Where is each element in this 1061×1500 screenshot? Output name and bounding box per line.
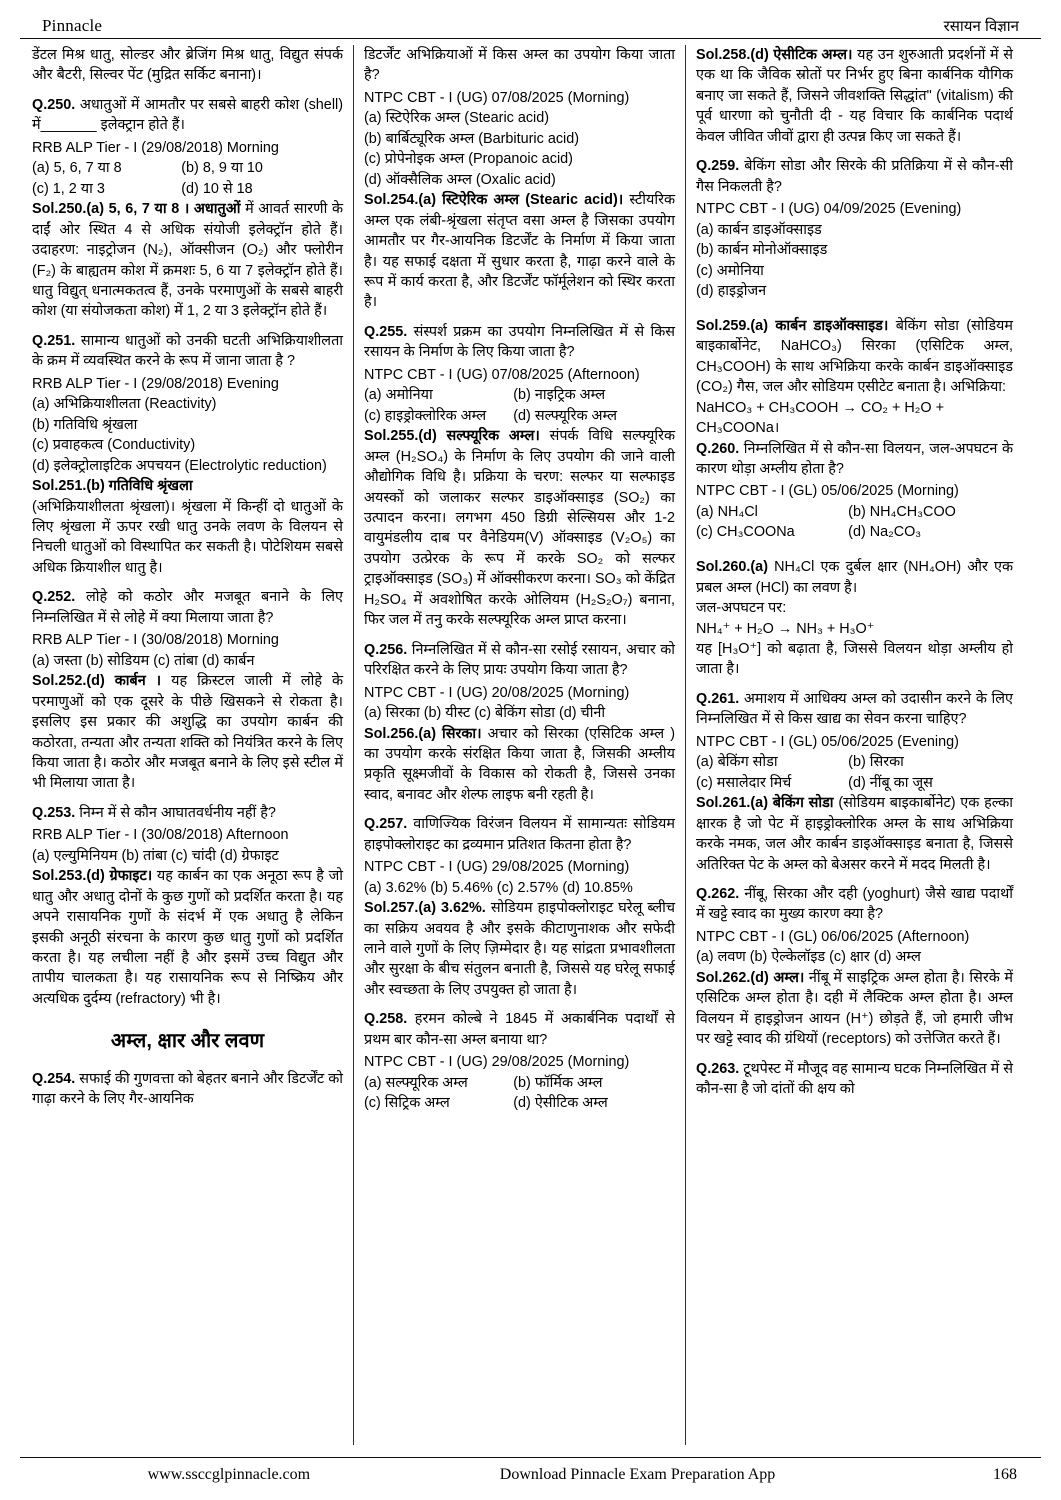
solution-260 — [696, 557, 1013, 598]
question-257-options[interactable]: (a) 3.62% (b) 5.46% (c) 2.57% (d) 10.85% — [364, 879, 633, 896]
question-259 — [696, 156, 1013, 197]
solution-256-text: अचार को सिरका (एसिटिक अम्ल ) का उपयोग करके संरक्षित किया जाता है, जिसकी अम्लीय प्रकृति सूक्ष्मजीवों के विकास को रोकती है, जिससे उनका स्वाद, बनावट और शेल्फ लाइफ बनी रहती है। — [364, 725, 675, 803]
question-250-options-row-2 — [32, 179, 343, 199]
option-a[interactable]: (a) बेकिंग सोडा — [696, 754, 778, 771]
question-256-text: निम्नलिखित में से कौन-सा रसोई रसायन, अचार को परिरक्षित करने के लिए प्रायः उपयोग किया जाता है? — [364, 641, 675, 679]
question-250 — [32, 95, 343, 136]
option-d[interactable]: (d) ऐसीटिक अम्ल — [513, 1095, 608, 1112]
solution-250-text: में आवर्त सारणी के दाईं ओर स्थित 4 से अधिक संयोजी इलेक्ट्रॉन होते हैं। उदाहरण: नाइट्रोजन (N₂), ऑक्सीजन (O₂) और फ्लोरीन (F₂) के बाह्यतम कोश में क्रमशः 5, 6 या 7 इलेक्ट्रॉन होते हैं। धातु विद्युत् धनात्मकतत्व हैं, उनके परमाणुओं के सबसे बाहरी कोश (या संयोजकता कोश) में 1, 2 या 3 इलेक्ट्रॉन होते हैं। — [32, 201, 343, 320]
question-260-options-row-2 — [696, 522, 1013, 542]
question-261-options-row-2 — [696, 773, 1013, 793]
question-260-text: निम्नलिखित में से कौन-सा विलयन, जल-अपघटन के कारण थोड़ा अम्लीय होता है? — [696, 440, 1013, 477]
section-heading: अम्ल, क्षार और लवण — [110, 1030, 265, 1053]
solution-253-text: यह कार्बन का एक अनूठा रूप है जो धातु और अधातु दोनों के कुछ गुणों को प्रदर्शित करता है। यह अपने रासायनिक गुणों के संदर्भ में एक अधातु है लेकिन इसकी अनूठी संरचना के कारण कुछ धातु गुणों को प्रदर्शित करता है। यह लचीला नहीं है और इसमें उच्च विद्युत और तापीय चालकता है। यह रासायनिक रूप से निष्क्रिय और अत्यधिक दुर्दम्य (refractory) भी है। — [32, 868, 343, 1007]
question-261 — [696, 689, 1013, 730]
option-d[interactable]: (d) हाइड्रोजन — [696, 282, 767, 299]
question-256 — [364, 640, 675, 681]
option-d[interactable]: (d) नींबू का जूस — [848, 774, 933, 791]
question-253-options[interactable]: (a) एल्युमिनियम (b) तांबा (c) चांदी (d) ग्रेफाइट — [32, 847, 279, 864]
footer-page-number: 168 — [992, 1466, 1017, 1483]
question-252-label: Q.252. — [32, 589, 76, 606]
solution-262-text: नींबू में साइट्रिक अम्ल होता है। सिरके में एसिटिक अम्ल होता है। दही में लैक्टिक अम्ल होता है। अम्ल विलयन में हाइड्रोजन आयन (H⁺) छोड़ते हैं, जो हमारी जीभ पर खट्टे स्वाद की ग्रंथियों (receptors) को उत्तेजित करते हैं। — [696, 969, 1013, 1048]
question-254-part — [32, 1069, 343, 1110]
question-260-label: Q.260. — [696, 440, 740, 457]
solution-259-label: Sol.259.(a) कार्बन डाइऑक्साइड। — [696, 317, 889, 334]
question-263-text: टूथपेस्ट में मौजूद वह सामान्य घटक निम्नलिखित में से कौन-सा है जो दांतों की क्षय को — [696, 1060, 1014, 1098]
page-footer — [20, 1457, 1041, 1492]
option-a[interactable]: (a) NH₄Cl — [696, 503, 758, 520]
question-257 — [364, 814, 675, 855]
header-brand: Pinnacle — [42, 16, 103, 35]
question-258-label: Q.258. — [364, 1011, 408, 1028]
question-257-source: NTPC CBT - I (UG) 29/08/2025 (Morning) — [364, 859, 630, 876]
question-250-source: RRB ALP Tier - I (29/08/2018) Morning — [32, 139, 279, 156]
solution-252-text: यह क्रिस्टल जाली में लोहे के परमाणुओं को एक दूसरे के पीछे खिसकने से रोकता है। इसलिए इस प्रकार की अशुद्धि का उपयोग कार्बन की कठोरता, तन्यता और तन्यता शक्ति को नियंत्रित करने के लिए किया जाता है। कठोर और मजबूत बनाने के लिए इसे स्टील में भी मिलाया जाता है। — [32, 673, 343, 792]
option-c[interactable]: (c) 1, 2 या 3 — [32, 180, 105, 197]
question-257-label: Q.257. — [364, 816, 408, 833]
option-d[interactable]: (d) इलेक्ट्रोलाइटिक अपचयन (Electrolytic reduction) — [32, 457, 327, 474]
question-250-text: अधातुओं में आमतौर पर सबसे बाहरी कोश (shell) में_______ इलेक्ट्रान होते हैं। — [32, 96, 344, 134]
solution-254-label: Sol.254.(a) स्टिऐरिक अम्ल (Stearic acid)। — [364, 192, 624, 209]
solution-261-label: Sol.261.(a) बेकिंग सोडा — [696, 795, 834, 812]
option-b[interactable]: (b) गतिविधि श्रृंखला — [32, 416, 138, 433]
question-255-label: Q.255. — [364, 323, 408, 340]
question-262-source: NTPC CBT - I (GL) 06/06/2025 (Afternoon) — [696, 928, 970, 945]
page-header — [20, 10, 1041, 39]
question-263-label: Q.263. — [696, 1060, 740, 1077]
three-column-body — [20, 39, 1041, 1445]
question-259-text: बेकिंग सोडा और सिरके की प्रतिक्रिया में से कौन-सी गैस निकलती है? — [696, 158, 1013, 195]
question-254-source: NTPC CBT - I (UG) 07/08/2025 (Morning) — [364, 89, 630, 106]
solution-256 — [364, 724, 675, 806]
option-d[interactable]: (d) 10 से 18 — [181, 180, 253, 197]
option-c[interactable]: (c) प्रवाहकत्व (Conductivity) — [32, 437, 196, 454]
question-260-source: NTPC CBT - I (GL) 05/06/2025 (Morning) — [696, 483, 959, 500]
solution-257 — [364, 898, 675, 1000]
option-a[interactable]: (a) स्टिऐरिक अम्ल (Stearic acid) — [364, 110, 550, 127]
question-258-options-row-2 — [364, 1093, 675, 1113]
option-c[interactable]: (c) सिट्रिक अम्ल — [364, 1095, 450, 1112]
question-250-options-row-1 — [32, 158, 343, 178]
solution-251-text: (अभिक्रियाशीलता श्रृंखला)। श्रृंखला में किन्हीं दो धातुओं के लिए श्रृंखला में ऊपर रखी धातु उनके लवण के विलयन से निचली धातुओं को विस्थापित कर सकती है। पोटेशियम सबसे अधिक क्रियाशील धातु है। — [32, 498, 343, 576]
solution-260-label: Sol.260.(a) — [696, 559, 768, 576]
footer-website[interactable]: www.ssccglpinnacle.com — [147, 1466, 311, 1483]
solution-255 — [364, 426, 675, 631]
question-254-continued: डिटर्जेंट अभिक्रियाओं में किस अम्ल का उपयोग किया जाता है? — [364, 47, 675, 84]
option-c[interactable]: (c) अमोनिया — [696, 262, 764, 279]
question-253-label: Q.253. — [32, 804, 76, 821]
question-255-options-row-1 — [364, 385, 675, 405]
solution-251-label: Sol.251.(b) गतिविधि श्रृंखला — [32, 478, 193, 495]
question-251-label: Q.251. — [32, 332, 76, 349]
question-260 — [696, 439, 1013, 480]
option-c[interactable]: (c) प्रोपेनोइक अम्ल (Propanoic acid) — [364, 151, 573, 168]
option-c[interactable]: (c) CH₃COONa — [696, 524, 795, 541]
option-a[interactable]: (a) 5, 6, 7 या 8 — [32, 160, 122, 177]
question-253-text: निम्न में से कौन आघातवर्धनीय नहीं है? — [79, 804, 276, 821]
solution-261-text: (सोडियम बाइकार्बोनेट) एक हल्का क्षारक है जो पेट में हाइड्रोक्लोरिक अम्ल के साथ अभिक्रिया करके नमक, जल और कार्बन डाइऑक्साइड बनाता है, जिससे अतिरिक्त पेट के अम्ल को बेअसर करने में मदद मिलती है। — [696, 795, 1013, 873]
question-252-text: लोहे को कठोर और मजबूत बनाने के लिए निम्नलिखित में से लोहे में क्या मिलाया जाता है? — [32, 589, 343, 626]
solution-260-equation: NH₄⁺ + H₂O → NH₃ + H₃O⁺ — [696, 620, 875, 637]
solution-255-text: संपर्क विधि सल्फ्यूरिक अम्ल (H₂SO₄) के निर्माण के लिए उपयोग की जाने वाली औद्योगिक विधि है। प्रक्रिया के चरण: सल्फर या सल्फाइड अयस्कों को जलाकर सल्फर डाइऑक्साइड (SO₂) का उत्पादन करना। लगभग 450 डिग्री सेल्सियस और 1-2 वायुमंडलीय दाब पर वैनेडियम(V) ऑक्साइड (V₂O₅) का उपयोग उत्प्रेरक के रूप में करके SO₂ को सल्फर ट्राइऑक्साइड (SO₃) में ऑक्सीकरण करना। SO₃ को केंद्रित H₂SO₄ में अवशोषित करके ओलियम (H₂S₂O₇) बनाना, फिर जल में तनु करके सल्फ्यूरिक अम्ल प्राप्त करना। — [364, 428, 676, 629]
option-d[interactable]: (d) Na₂CO₃ — [848, 524, 922, 541]
option-a[interactable]: (a) अभिक्रियाशीलता (Reactivity) — [32, 396, 217, 413]
question-261-text: अमाशय में आधिक्य अम्ल को उदासीन करने के लिए निम्नलिखित में से किस खाद्य का सेवन करना चाहिए? — [696, 690, 1013, 728]
question-253-source: RRB ALP Tier - I (30/08/2018) Afternoon — [32, 827, 289, 844]
question-255-text: संस्पर्श प्रक्रम का उपयोग निम्नलिखित में से किस रसायन के निर्माण के लिए किया जाता है? — [364, 323, 675, 361]
question-256-options[interactable]: (a) सिरका (b) यीस्ट (c) बेकिंग सोडा (d) चीनी — [364, 705, 606, 722]
solution-254-text: स्टीयरिक अम्ल एक लंबी-श्रृंखला संतृप्त वसा अम्ल है जिसका उपयोग आमतौर पर गैर-आयनिक डिटर्जेंट के निर्माण में किया जाता है। यह सफाई दक्षता में सुधार करता है, गाढ़ा करने वाले के रूप में कार्य करता है, और डिटर्जेंट फॉर्मूलेशन को स्थिर करता है। — [364, 192, 676, 311]
solution-250-label: Sol.250.(a) 5, 6, 7 या 8 । अधातुओं — [32, 201, 241, 218]
option-b[interactable]: (b) NH₄CH₃COO — [848, 503, 956, 520]
header-subject: रसायन विज्ञान — [943, 18, 1019, 35]
question-255-source: NTPC CBT - I (UG) 07/08/2025 (Afternoon) — [364, 366, 640, 383]
solution-252-label: Sol.252.(d) कार्बन । — [32, 673, 162, 690]
question-256-source: NTPC CBT - I (UG) 20/08/2025 (Morning) — [364, 684, 630, 701]
question-258-source: NTPC CBT - I (UG) 29/08/2025 (Morning) — [364, 1054, 630, 1071]
question-263-part — [696, 1059, 1013, 1100]
question-261-source: NTPC CBT - I (GL) 05/06/2025 (Evening) — [696, 733, 959, 750]
option-a[interactable]: (a) कार्बन डाइऑक्साइड — [696, 221, 822, 238]
solution-262 — [696, 968, 1013, 1050]
question-254-label: Q.254. — [32, 1070, 76, 1087]
solution-257-text: सोडियम हाइपोक्लोराइट घरेलू ब्लीच का सक्रिय अवयव है और इसके कीटाणुनाशक और सफेदी लाने वाले गुणों के लिए ज़िम्मेदार है। यह सांद्रता प्रभावशीलता और सुरक्षा के बीच संतुलन बनाती है, जिससे यह घरेलू सफाई और स्वच्छता के लिए उपयुक्त हो जाता है। — [364, 900, 676, 998]
option-a[interactable]: (a) सल्फ्यूरिक अम्ल — [364, 1074, 468, 1091]
continued-paragraph: डेंटल मिश्र धातु, सोल्डर और ब्रेजिंग मिश्र धातु, विद्युत संपर्क और बैटरी, सिल्वर पेंट (मुद्रित सर्किट बनाना)। — [32, 47, 343, 84]
column-2 — [353, 45, 686, 1445]
question-262 — [696, 884, 1013, 925]
question-262-text: नींबू, सिरका और दही (yoghurt) जैसे खाद्य पदार्थों में खट्टे स्वाद का मुख्य कारण क्या है? — [696, 886, 1013, 923]
footer-app-promo: Download Pinnacle Exam Preparation App — [499, 1466, 776, 1483]
solution-255-label: Sol.255.(d) सल्फ्यूरिक अम्ल। — [364, 428, 540, 445]
question-261-options-row-1 — [696, 752, 1013, 772]
question-261-label: Q.261. — [696, 690, 740, 707]
solution-259-equation: NaHCO₃ + CH₃COOH → CO₂ + H₂O + CH₃COONa। — [696, 399, 944, 437]
question-255-options-row-2 — [364, 406, 675, 426]
question-250-label: Q.250. — [32, 96, 76, 113]
solution-260-text: NH₄Cl एक दुर्बल क्षार (NH₄OH) और एक प्रबल अम्ल (HCl) का लवण है। — [696, 559, 1013, 596]
question-262-label: Q.262. — [696, 886, 740, 902]
question-259-label: Q.259. — [696, 158, 740, 175]
option-d[interactable]: (d) ऑक्सैलिक अम्ल (Oxalic acid) — [364, 171, 556, 188]
question-251 — [32, 331, 343, 372]
question-252-options[interactable]: (a) जस्ता (b) सोडियम (c) तांबा (d) कार्बन — [32, 652, 255, 669]
question-257-text: वाणिज्यिक विरंजन विलयन में सामान्यतः सोडियम हाइपोक्लोराइट का द्रव्यमान प्रतिशत कितना होता है? — [364, 816, 675, 853]
option-d[interactable]: (d) सल्फ्यूरिक अम्ल — [513, 407, 618, 424]
solution-253 — [32, 866, 343, 1009]
question-258-text: हरमन कोल्बे ने 1845 में अकार्बनिक पदार्थों से प्रथम बार कौन-सा अम्ल बनाया था? — [364, 1011, 676, 1048]
option-b[interactable]: (b) सिरका — [848, 754, 904, 771]
question-253 — [32, 803, 343, 823]
column-1 — [20, 45, 353, 1445]
solution-259-text: बेकिंग सोडा (सोडियम बाइकार्बोनेट, NaHCO₃) सिरका (एसिटिक अम्ल, CH₃COOH) के साथ अभिक्रिया करके कार्बन डाइऑक्साइड (CO₂) गैस, जल और सोडियम एसीटेट बनाता है। अभिक्रिया: — [696, 317, 1014, 396]
solution-258 — [696, 45, 1013, 147]
question-254-text: सफाई की गुणवत्ता को बेहतर बनाने और डिटर्जेंट को गाढ़ा करने के लिए गैर-आयनिक — [32, 1070, 344, 1108]
solution-256-label: Sol.256.(a) सिरका। — [364, 725, 482, 742]
question-251-source: RRB ALP Tier - I (29/08/2018) Evening — [32, 375, 279, 392]
solution-259 — [696, 316, 1013, 398]
question-255 — [364, 322, 675, 363]
solution-253-label: Sol.253.(d) ग्रेफाइट। — [32, 868, 153, 885]
question-258-options-row-1 — [364, 1073, 675, 1093]
option-c[interactable]: (c) मसालेदार मिर्च — [696, 774, 792, 791]
option-a[interactable]: (a) अमोनिया — [364, 387, 433, 404]
option-c[interactable]: (c) हाइड्रोक्लोरिक अम्ल — [364, 407, 487, 424]
question-256-label: Q.256. — [364, 641, 408, 658]
solution-257-label: Sol.257.(a) 3.62%. — [364, 900, 486, 917]
solution-252 — [32, 671, 343, 794]
option-b[interactable]: (b) 8, 9 या 10 — [181, 160, 263, 177]
option-b[interactable]: (b) फॉर्मिक अम्ल — [513, 1074, 603, 1091]
question-260-options-row-1 — [696, 502, 1013, 522]
question-262-options[interactable]: (a) लवण (b) ऐल्केलॉइड (c) क्षार (d) अम्ल — [696, 949, 921, 966]
option-b[interactable]: (b) बार्बिट्यूरिक अम्ल (Barbituric acid) — [364, 130, 580, 147]
solution-254 — [364, 190, 675, 313]
solution-260-line2: जल-अपघटन पर: — [696, 600, 787, 617]
solution-250 — [32, 199, 343, 322]
column-3 — [686, 45, 1019, 1445]
option-b[interactable]: (b) कार्बन मोनोऑक्साइड — [696, 242, 828, 259]
question-259-source: NTPC CBT - I (UG) 04/09/2025 (Evening) — [696, 201, 962, 218]
solution-258-label: Sol.258.(d) ऐसीटिक अम्ल। — [696, 47, 853, 63]
question-252-source: RRB ALP Tier - I (30/08/2018) Morning — [32, 632, 279, 649]
option-b[interactable]: (b) नाइट्रिक अम्ल — [513, 387, 606, 404]
solution-260-line3: यह [H₃O⁺] को बढ़ाता है, जिससे विलयन थोड़ा अम्लीय हो जाता है। — [696, 641, 1013, 678]
question-251-text: सामान्य धातुओं को उनकी घटती अभिक्रियाशीलता के क्रम में व्यवस्थित करने के रूप में जाना जाता है ? — [32, 332, 343, 370]
solution-262-label: Sol.262.(d) अम्ल। — [696, 969, 805, 986]
solution-258-text: यह उन शुरुआती प्रदर्शनों में से एक था कि जैविक स्रोतों पर निर्भर हुए बिना कार्बनिक यौगिक बनाए जा सकते हैं, जिसने जीवशक्ति सिद्धांत" (vitalism) की पूर्व धारणा को चुनौती दी - यह विचार कि कार्बनिक पदार्थ केवल जीवित जीवों द्वारा ही उत्पन्न किए जा सकते हैं। — [696, 47, 1014, 145]
question-252 — [32, 587, 343, 628]
question-258 — [364, 1009, 675, 1050]
solution-261 — [696, 793, 1013, 875]
